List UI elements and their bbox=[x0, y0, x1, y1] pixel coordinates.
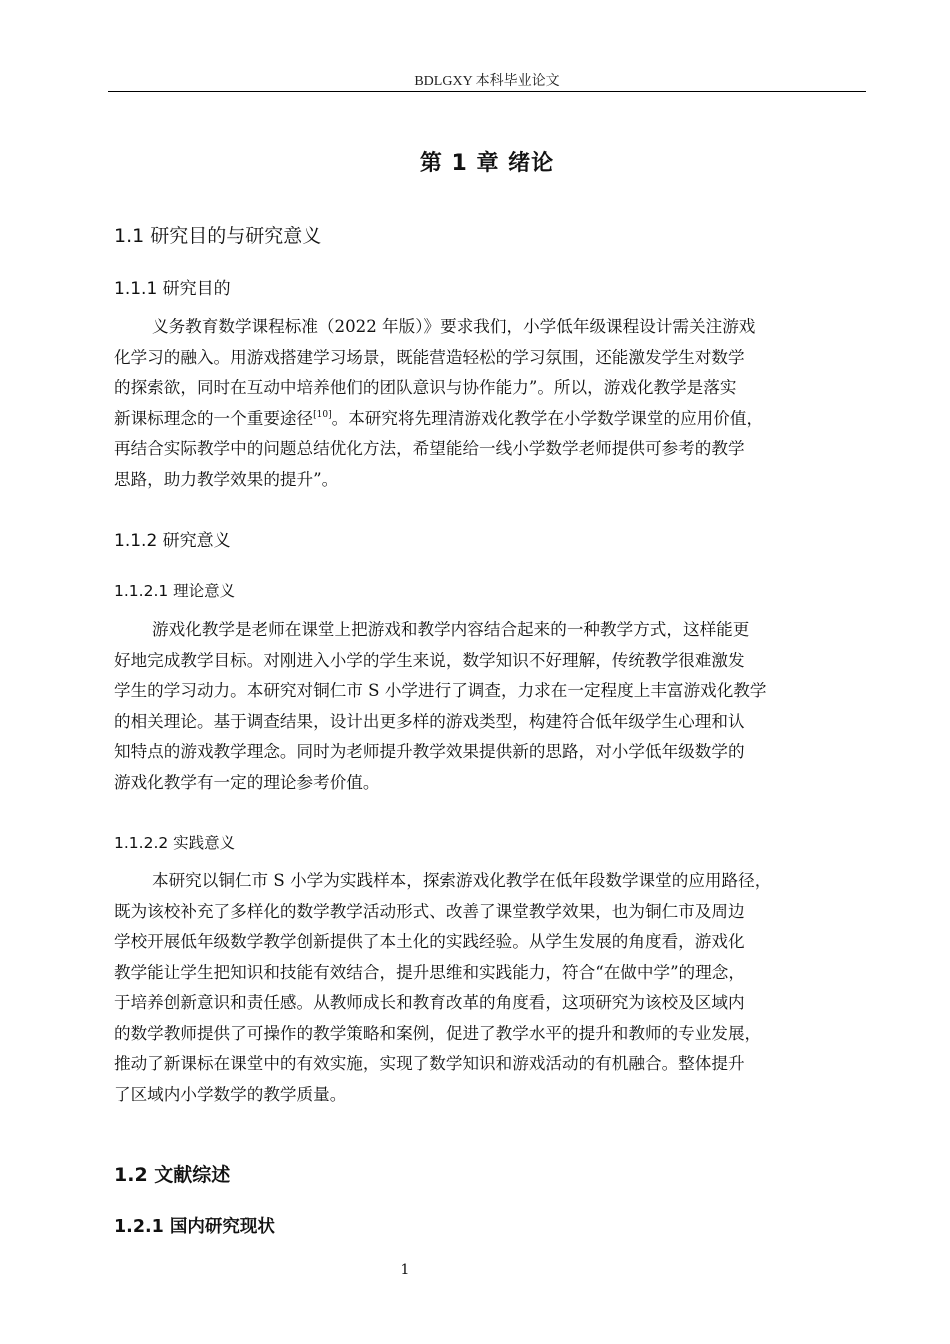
section-heading-1-2: 1.2 文献综述 bbox=[114, 1164, 231, 1186]
paragraph-theoretical-significance bbox=[114, 615, 860, 798]
paragraph-research-purpose bbox=[114, 312, 860, 495]
text-fragment: 。本研究将先理清游戏化教学在小学数学课堂的应用价值， bbox=[331, 408, 764, 428]
page-number: 1 bbox=[400, 1262, 410, 1278]
subsection-heading-1-1-2: 1.1.2 研究意义 bbox=[114, 531, 231, 551]
text-line: 本研究以铜仁市 S 小学为实践样本，探索游戏化教学在低年段数学课堂的应用路径， bbox=[152, 871, 772, 890]
text-line: 既为该校补充了多样化的数学教学活动形式、改善了课堂教学效果，也为铜仁市及周边 bbox=[114, 901, 745, 921]
text-line: 游戏化教学是老师在课堂上把游戏和教学内容结合起来的一种教学方式，这样能更 bbox=[152, 620, 750, 639]
text-line: 学校开展低年级数学教学创新提供了本土化的实践经验。从学生发展的角度看，游戏化 bbox=[114, 932, 745, 951]
paragraph-practical-significance bbox=[114, 866, 860, 1110]
subsubsection-heading-1-1-2-2: 1.1.2.2 实践意义 bbox=[114, 834, 236, 852]
chapter-title: 第 1 章 绪论 bbox=[419, 151, 555, 176]
text-line: 于培养创新意识和责任感。从教师成长和教育改革的角度看，这项研究为该校及区域内 bbox=[114, 993, 745, 1012]
text-line: 学生的学习动力。本研究对铜仁市 S 小学进行了调查，力求在一定程度上丰富游戏化教学 bbox=[114, 681, 767, 700]
subsubsection-heading-1-1-2-1: 1.1.2.1 理论意义 bbox=[114, 582, 236, 600]
subsection-heading-1-2-1: 1.2.1 国内研究现状 bbox=[114, 1217, 275, 1237]
subsection-heading-1-1-1: 1.1.1 研究目的 bbox=[114, 279, 231, 299]
text-line: 的数学教师提供了可操作的教学策略和案例，促进了教学水平的提升和教师的专业发展， bbox=[114, 1023, 762, 1043]
citation-reference: [10] bbox=[313, 409, 332, 420]
text-line: 推动了新课标在课堂中的有效实施，实现了数学知识和游戏活动的有机融合。整体提升 bbox=[114, 1054, 745, 1073]
text-line: 了区域内小学数学的教学质量。 bbox=[114, 1084, 347, 1104]
text-line: 教学能让学生把知识和技能有效结合，提升思维和实践能力，符合“在做中学”的理念， bbox=[114, 962, 745, 982]
text-line: 的探索欲，同时在互动中培养他们的团队意识与协作能力”。所以，游戏化教学是落实 bbox=[114, 378, 737, 397]
text-line: 的相关理论。基于调查结果，设计出更多样的游戏类型，构建符合低年级学生心理和认 bbox=[114, 711, 745, 731]
text-line: 再结合实际教学中的问题总结优化方法，希望能给一线小学数学老师提供可参考的教学 bbox=[114, 439, 745, 458]
text-line bbox=[114, 404, 860, 435]
header-rule bbox=[108, 91, 866, 92]
text-line: 知特点的游戏教学理念。同时为老师提升教学效果提供新的思路，对小学低年级数学的 bbox=[114, 742, 745, 761]
text-line: 游戏化教学有一定的理论参考价值。 bbox=[114, 772, 380, 792]
text-line: 化学习的融入。用游戏搭建学习场景，既能营造轻松的学习氛围，还能激发学生对数学 bbox=[114, 347, 745, 367]
text-line: 思路，助力教学效果的提升”。 bbox=[114, 469, 339, 489]
text-line: 义务教育数学课程标准（2022 年版）》要求我们，小学低年级课程设计需关注游戏 bbox=[152, 317, 756, 336]
running-header: BDLGXY 本科毕业论文 bbox=[414, 74, 560, 89]
section-heading-1-1: 1.1 研究目的与研究意义 bbox=[114, 225, 322, 247]
text-line: 好地完成教学目标。对刚进入小学的学生来说，数学知识不好理解，传统教学很难激发 bbox=[114, 650, 745, 670]
text-fragment: 新课标理念的一个重要途径 bbox=[114, 408, 314, 428]
